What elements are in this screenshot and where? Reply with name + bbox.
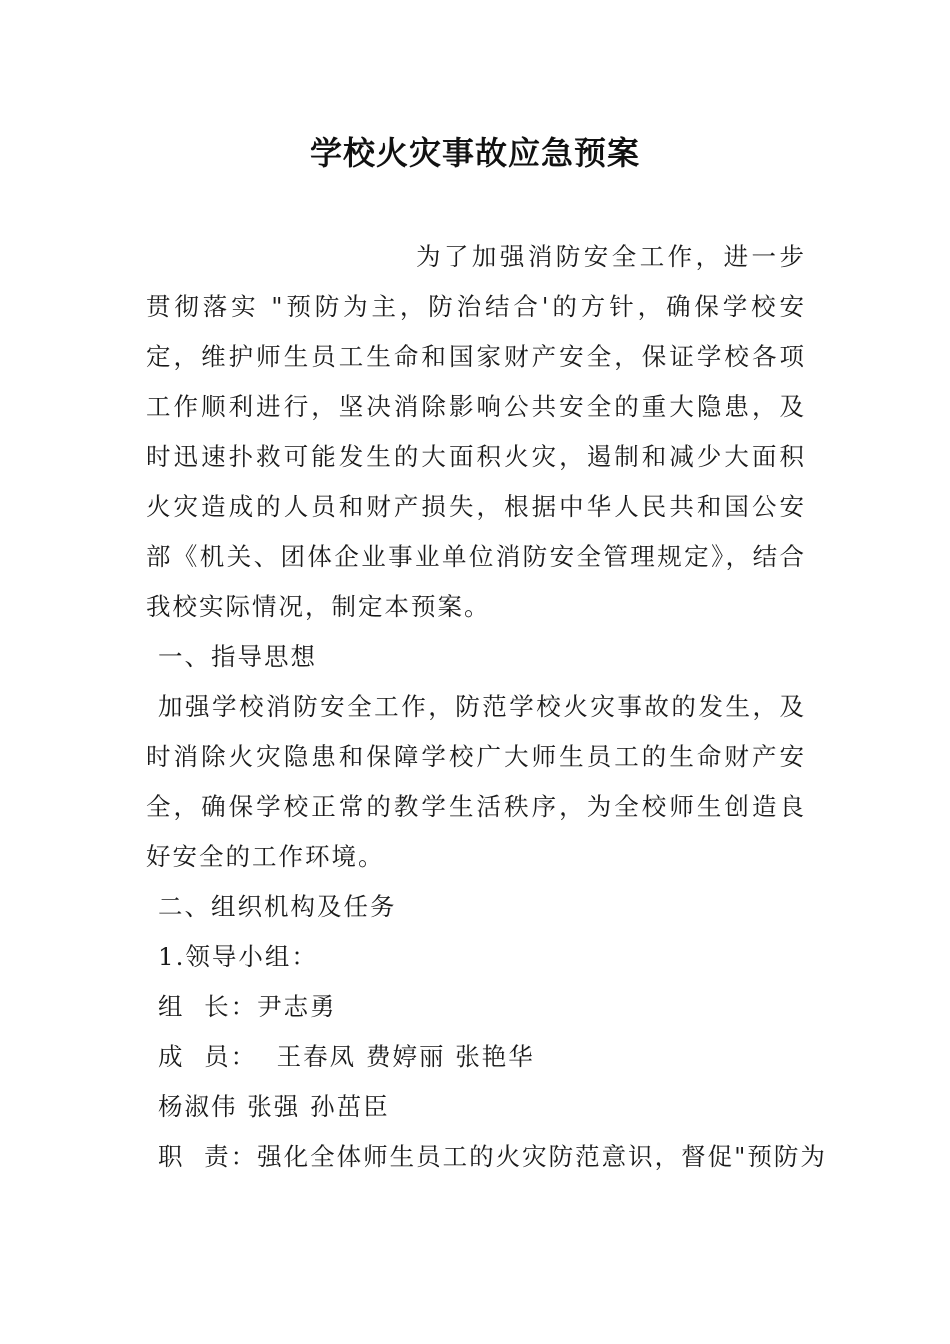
section-heading-guiding-principle: 一、指导思想: [158, 642, 317, 671]
group-leader-line: 组 长：尹志勇: [158, 992, 337, 1021]
subsection-heading-leadership-group: 1.领导小组：: [158, 942, 318, 971]
document-body: [146, 232, 827, 1182]
intro-paragraph: 为了加强消防安全工作，进一步贯彻落实 "预防为主，防治结合'的方针，确保学校安定，维护师生员工生命和国家财产安全，保证学校各项工作顺利进行，坚决消除影响公共安全的重大隐患，及时迅速扑救可能发生的大面积火灾，遏制和减少大面积火灾造成的人员和财产损失，根据中华人民共和国公安部《机关、团体企业事业单位消防安全管理规定》，结合我校实际情况，制定本预案。: [146, 242, 806, 621]
group-members-line: 成 员： 王春凤 费婷丽 张艳华: [158, 1042, 535, 1071]
group-members-continued-line: 杨淑伟 张强 孙茁臣: [158, 1092, 390, 1121]
section-heading-organization: 二、组织机构及任务: [158, 892, 397, 921]
guiding-principle-paragraph: 加强学校消防安全工作，防范学校火灾事故的发生，及时消除火灾隐患和保障学校广大师生员工的生命财产安全，确保学校正常的教学生活秩序，为全校师生创造良好安全的工作环境。: [146, 692, 806, 871]
group-duty-line: 职 责：强化全体师生员工的火灾防范意识，督促"预防为: [158, 1142, 827, 1171]
document-title: 学校火灾事故应急预案: [309, 134, 640, 172]
